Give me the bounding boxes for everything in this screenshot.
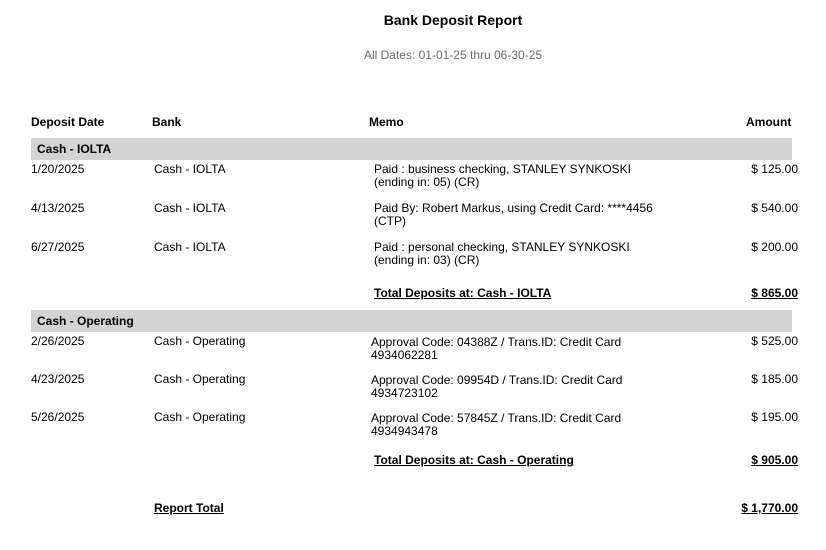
column-header-bank: Bank [152, 115, 182, 129]
row-amount: $ 200.00 [751, 240, 798, 254]
report-date-range: All Dates: 01-01-25 thru 06-30-25 [363, 48, 543, 62]
row-memo: Paid : business checking, STANLEY SYNKOSKI (ending in: 05) (CR) [374, 162, 632, 189]
group-total-amount: $ 905.00 [751, 453, 798, 467]
report-total-label: Report Total [154, 501, 224, 515]
row-date: 4/13/2025 [31, 201, 85, 215]
row-memo: Approval Code: 04388Z / Trans.ID: Credit Card 4934062281 [371, 335, 622, 362]
row-memo: Paid : personal checking, STANLEY SYNKOSKI (ending in: 03) (CR) [374, 240, 630, 267]
group-header-cash-iolta [31, 138, 792, 160]
row-bank: Cash - IOLTA [154, 201, 226, 215]
row-date: 2/26/2025 [31, 334, 85, 348]
group-title: Cash - Operating [37, 314, 134, 328]
row-bank: Cash - Operating [154, 410, 246, 424]
row-date: 4/23/2025 [31, 372, 85, 386]
group-total-amount: $ 865.00 [751, 286, 798, 300]
row-memo: Approval Code: 57845Z / Trans.ID: Credit Card 4934943478 [371, 411, 622, 438]
row-date: 1/20/2025 [31, 162, 85, 176]
row-amount: $ 185.00 [751, 372, 798, 386]
report-title: Bank Deposit Report [383, 12, 523, 28]
row-amount: $ 195.00 [751, 410, 798, 424]
column-header-amount: Amount [746, 115, 792, 129]
row-date: 5/26/2025 [31, 410, 85, 424]
column-header-memo: Memo [369, 115, 404, 129]
row-memo: Approval Code: 09954D / Trans.ID: Credit Card 4934723102 [371, 373, 623, 400]
row-date: 6/27/2025 [31, 240, 85, 254]
group-total-label: Total Deposits at: Cash - Operating [374, 453, 574, 467]
row-bank: Cash - Operating [154, 372, 246, 386]
column-header-deposit-date: Deposit Date [31, 115, 105, 129]
row-bank: Cash - Operating [154, 334, 246, 348]
row-amount: $ 525.00 [751, 334, 798, 348]
row-bank: Cash - IOLTA [154, 162, 226, 176]
group-title: Cash - IOLTA [37, 142, 112, 156]
row-memo: Paid By: Robert Markus, using Credit Card: ****4456 (CTP) [374, 201, 653, 228]
row-amount: $ 540.00 [751, 201, 798, 215]
group-total-label: Total Deposits at: Cash - IOLTA [374, 286, 552, 300]
row-bank: Cash - IOLTA [154, 240, 226, 254]
report-total-amount: $ 1,770.00 [741, 501, 798, 515]
row-amount: $ 125.00 [751, 162, 798, 176]
group-header-cash-operating [31, 310, 792, 332]
